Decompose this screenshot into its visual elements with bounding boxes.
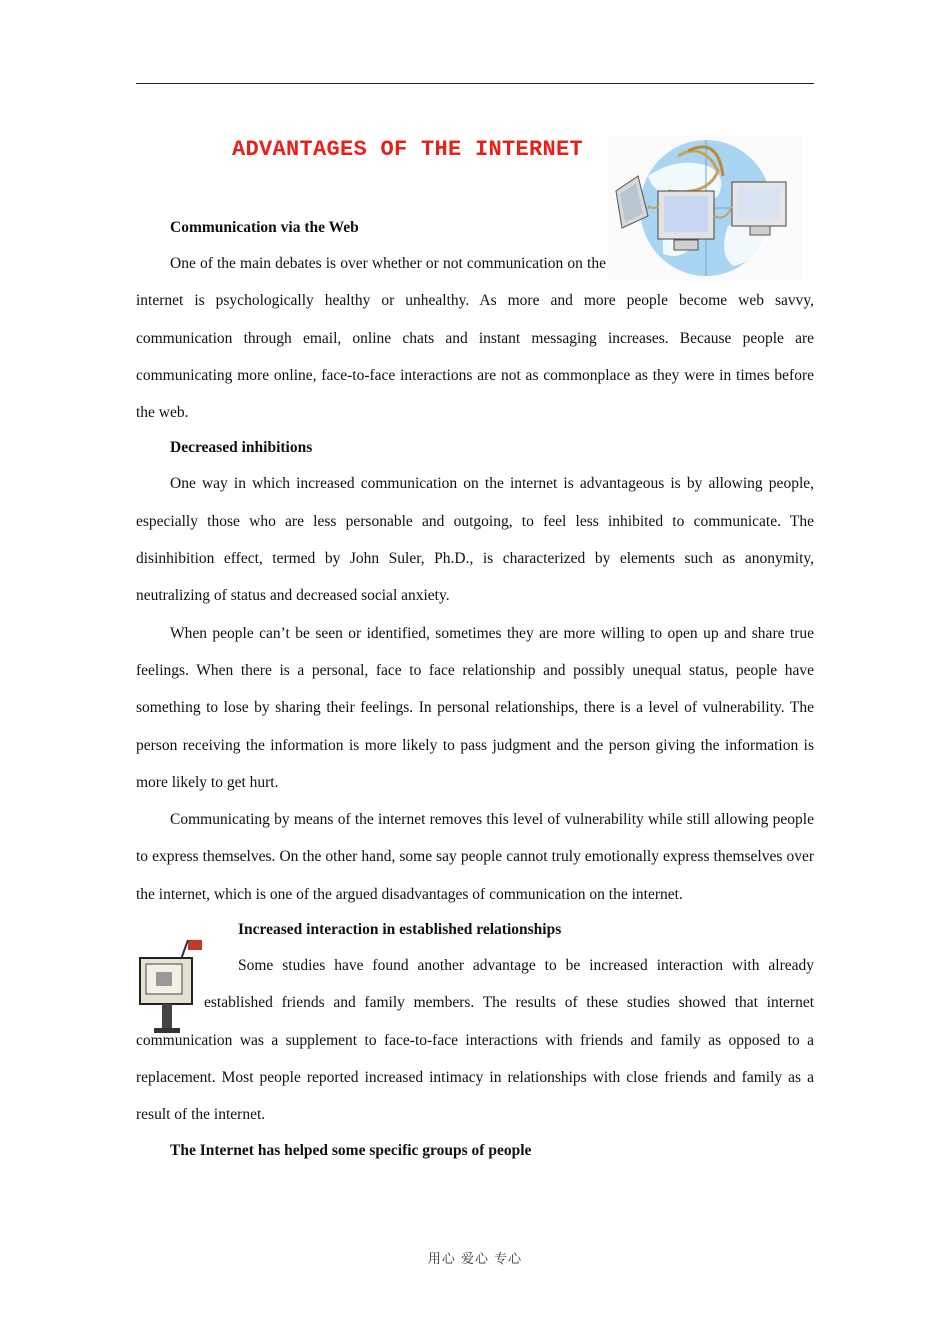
page-title: ADVANTAGES OF THE INTERNET xyxy=(232,137,584,162)
section-heading: Increased interaction in established relationships xyxy=(238,921,562,939)
page-footer: 用心 爱心 专心 xyxy=(427,1252,523,1267)
paragraph: Some studies have found another advantage to be increased interaction with already established friends and family members. The results of these studies showed that internet communication was a supplement to face-to-face interactions with friends and family as opposed to a replacement. Most people reported increased intimacy in relationships with close friends and family as a result of the internet. xyxy=(136,957,814,1124)
paragraph: Communicating by means of the internet removes this level of vulnerability while still allowing people to express themselves. On the other hand, some say people cannot truly emotionally express themselves over the internet, which is one of the argued disadvantages of communication on the internet. xyxy=(136,811,814,903)
header-rule xyxy=(136,83,814,84)
kiosk-float-spacer xyxy=(136,913,204,1009)
section-heading: Communication via the Web xyxy=(170,219,359,236)
paragraph: One of the main debates is over whether or not communication on the internet is psychologically healthy or unhealthy. As more and more people become web savvy, communication through email, online chats and instant messaging increases. Because people are communicating more online, face-to-face interactions are not as commonplace as they were in times before the web. xyxy=(136,255,814,422)
globe-float-spacer xyxy=(606,211,814,275)
paragraph: When people can’t be seen or identified, sometimes they are more willing to open up and share true feelings. When there is a personal, face to face relationship and possibly unequal status, people have something to lose by sharing their feelings. In personal relationships, there is a level of vulnerability. The person receiving the information is more likely to pass judgment and the person giving the information is more likely to get hurt. xyxy=(136,624,814,791)
section-heading: Decreased inhibitions xyxy=(170,439,313,457)
article-body xyxy=(136,211,814,1168)
section-heading: The Internet has helped some specific groups of people xyxy=(170,1141,532,1159)
paragraph: One way in which increased communication on the internet is advantageous is by allowing people, especially those who are less personable and outgoing, to feel less inhibited to communicate. The disinhibition effect, termed by John Suler, Ph.D., is characterized by elements such as anonymity, neutralizing of status and decreased social anxiety. xyxy=(136,475,814,605)
